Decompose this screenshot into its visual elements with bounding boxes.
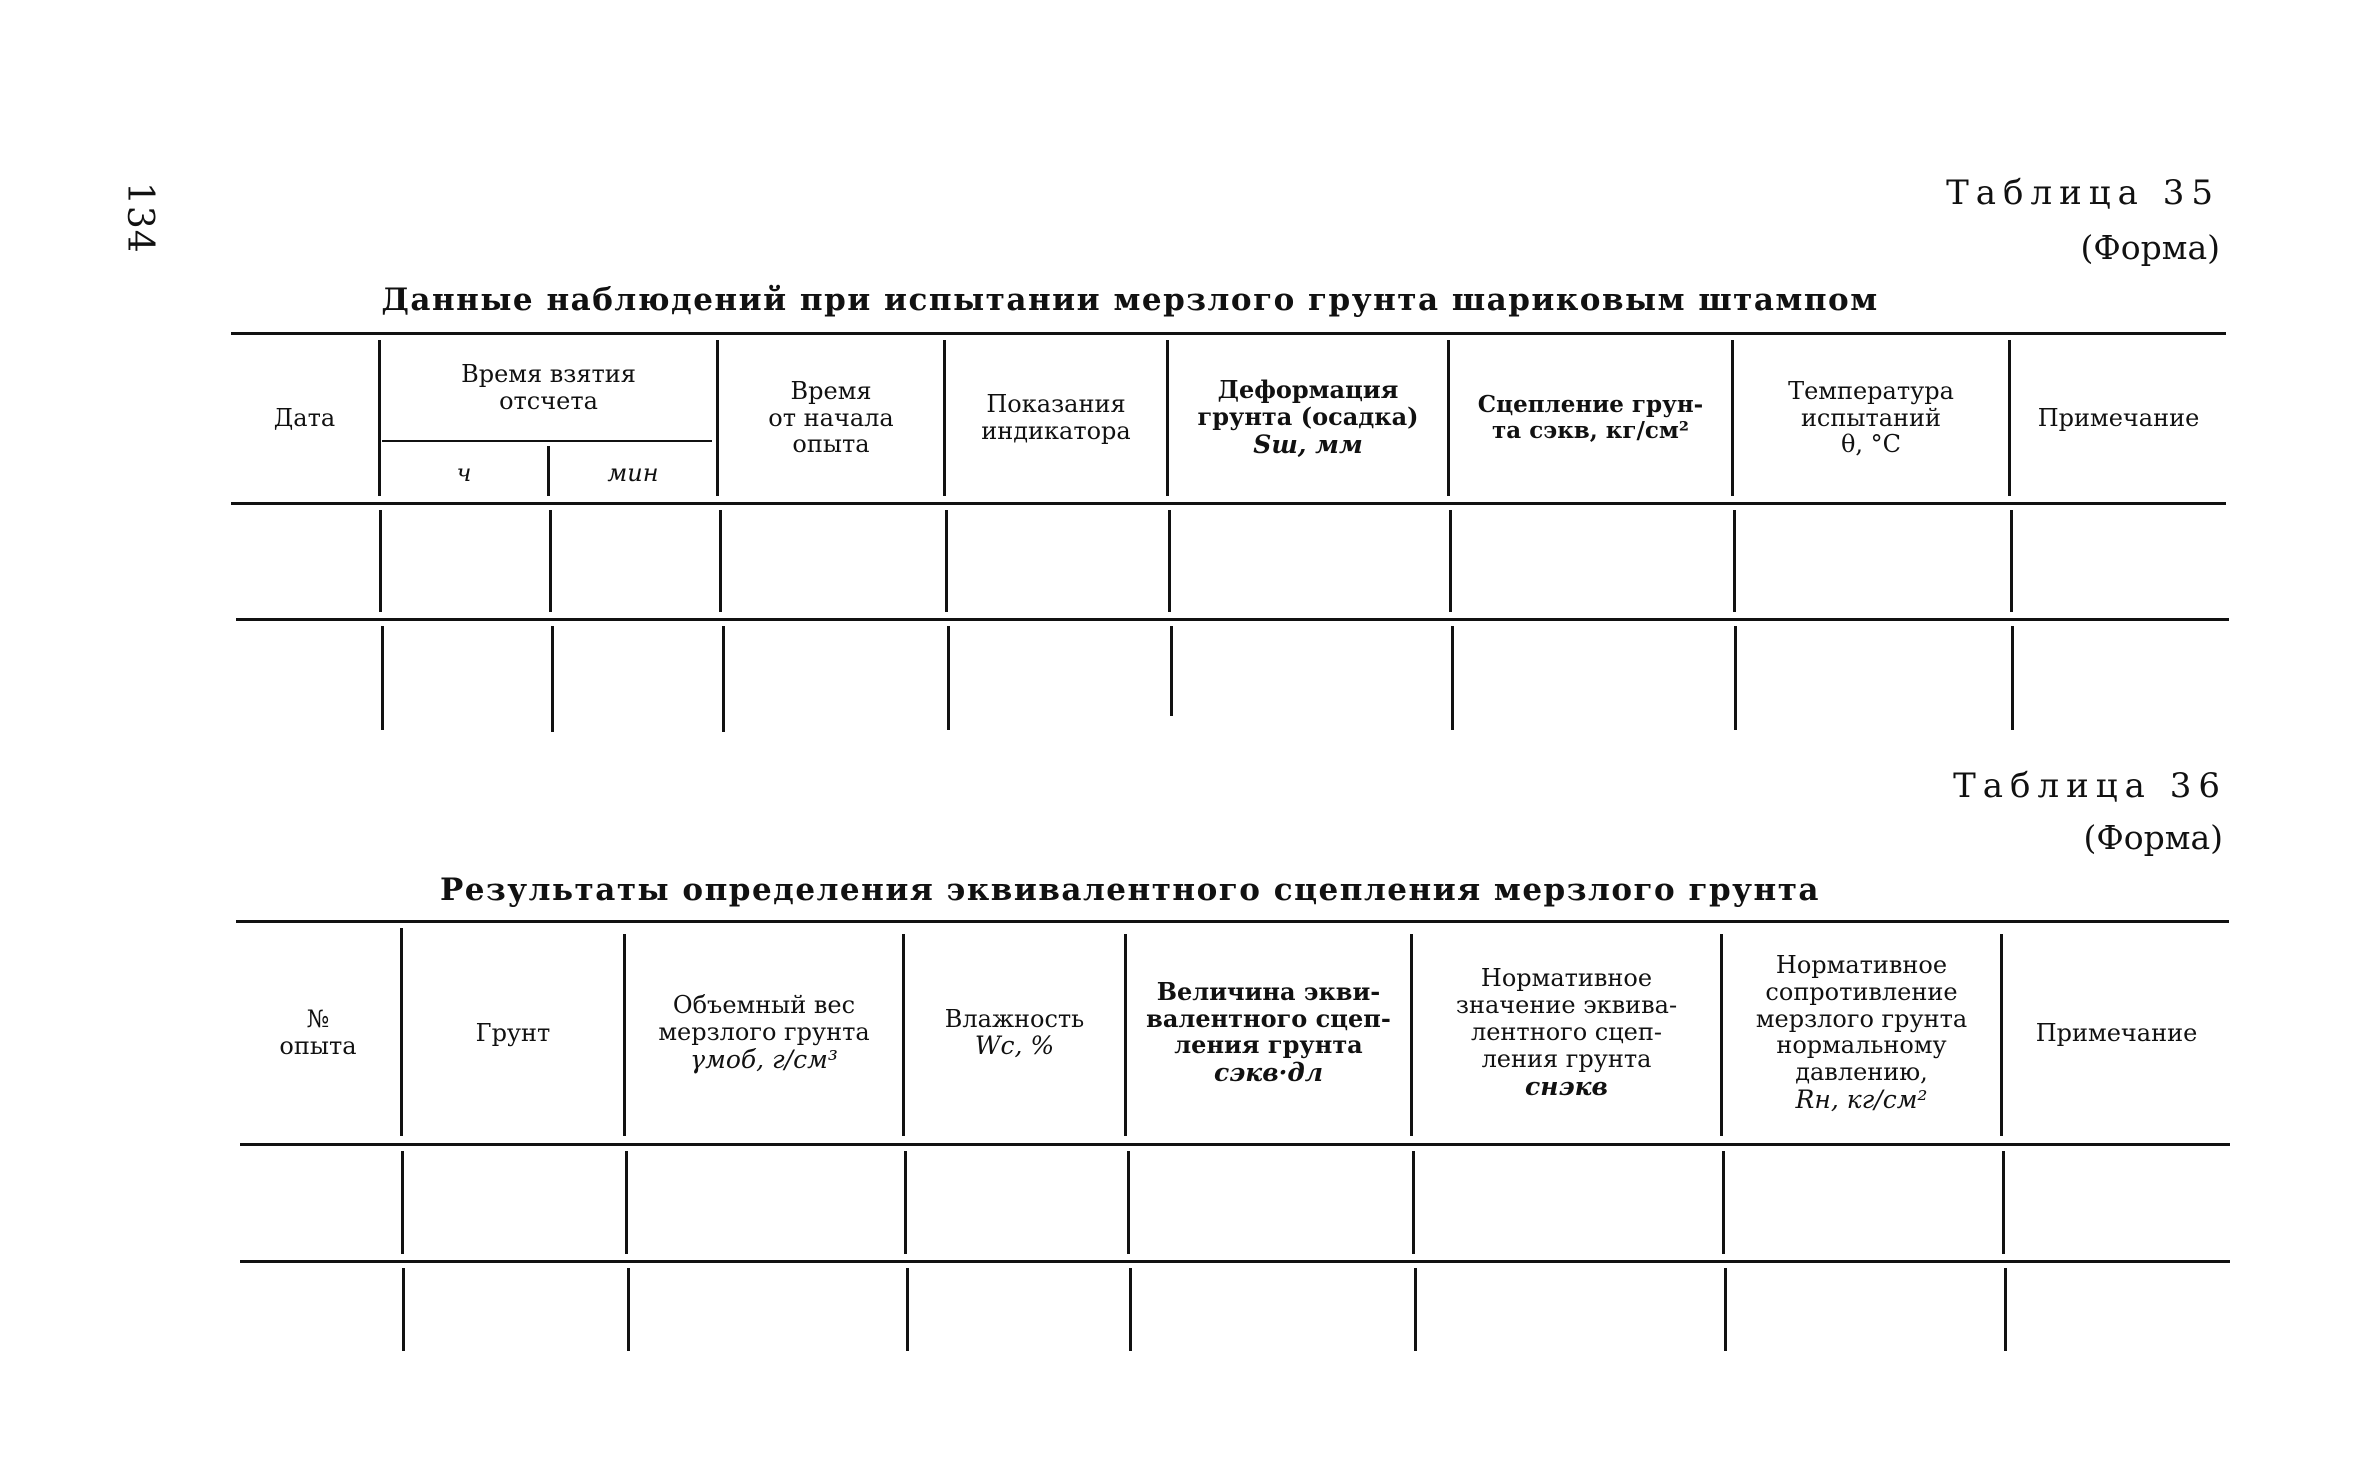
table36-form: (Форма): [2083, 818, 2223, 857]
header-normative-cohesion: Нормативное значение эквива- лентного сцеп- ления грунта снэкв: [1455, 964, 1678, 1101]
header-normative-resistance: Нормативное сопротивление мерзлого грунта нормальному давлению, Rн, кг/см²: [1755, 950, 1968, 1115]
moisture-symbol: Wс, %: [974, 1031, 1055, 1061]
header-moisture: Влажность Wс, %: [944, 1004, 1085, 1061]
table36-label: Таблица 36: [1953, 766, 2227, 806]
header-unit-weight: Объемный вес мерзлого грунта γмоб, г/см³: [658, 991, 870, 1074]
table35-title: Данные наблюдений при испытании мерзлого грунта шариковым штампом: [381, 282, 1879, 318]
page-number: 134: [119, 182, 160, 254]
table36-title: Результаты определения эквивалентного сцепления мерзлого грунта: [439, 872, 1821, 908]
header-indicator: Показания индикатора: [981, 390, 1131, 445]
header-soil: Грунт: [475, 1018, 551, 1047]
header-note: Примечание: [2035, 1018, 2198, 1047]
header-temperature: Температура испытаний θ, °C: [1788, 376, 1954, 459]
header-cohesion: Сцепление грун- та сэкв, кг/см²: [1477, 391, 1704, 444]
deformation-symbol: Sш, мм: [1253, 429, 1363, 459]
header-equivalent-cohesion: Величина экви- валентного сцеп- ления грунта сэкв·дл: [1146, 976, 1391, 1088]
table35-label: Таблица 35: [1946, 173, 2220, 213]
header-minutes: мин: [607, 458, 659, 487]
header-elapsed-time: Время от начала опыта: [768, 376, 894, 459]
header-deformation: Деформация грунта (осадка) Sш, мм: [1197, 375, 1419, 459]
header-date: Дата: [273, 403, 336, 432]
header-note: Примечание: [2037, 403, 2200, 432]
table35-form: (Форма): [2080, 228, 2220, 267]
normative-cohesion-symbol: снэкв: [1525, 1071, 1608, 1101]
header-hours: ч: [456, 458, 472, 487]
equivalent-cohesion-symbol: сэкв·дл: [1213, 1058, 1324, 1088]
header-reading-time: Время взятия отсчета: [461, 360, 636, 415]
normative-resistance-symbol: Rн, кг/см²: [1795, 1085, 1928, 1115]
header-test-number: № опыта: [279, 1005, 357, 1060]
unit-weight-symbol: γмоб, г/см³: [690, 1044, 838, 1074]
